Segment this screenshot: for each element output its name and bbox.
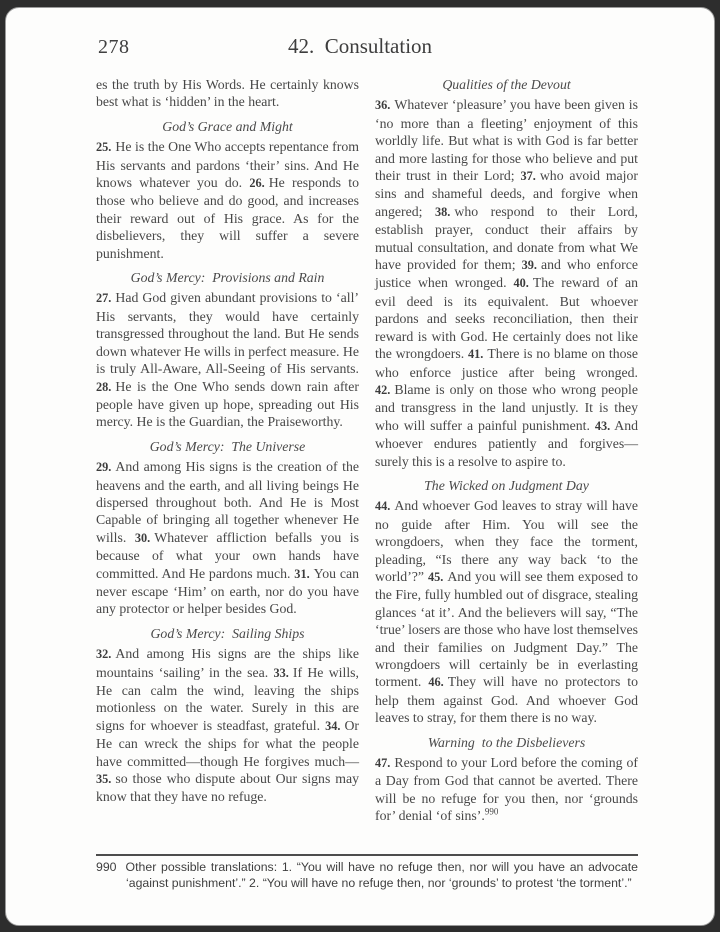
verse-paragraph [375,497,638,726]
continued-paragraph [96,76,359,111]
footnote-reference: 990 [484,806,499,817]
verse-text: The reward of an evil deed is its equivalent. But whoever pardons and seeks reconciliation, then their reward is with God. He certainly does not like the wrongdoers. [375,275,638,362]
footnote-marker: 990 [96,860,117,874]
verse-paragraph [96,645,359,806]
section-heading: God’s Grace and Might [162,118,293,134]
section-heading: Qualities of the Devout [442,77,571,92]
verse-text: And whoever God leaves to stray will have no guide after Him. You will see the wrongdoers, when they face the torment, pleading, “Is there any way back ‘to the world’?” [375,498,638,584]
verse-text: Respond to your Lord before the coming of a Day from God that cannot be averted. There will be no refuge for you then, nor ‘grounds for’ denial ‘of sins’. [375,755,638,824]
section-gods-mercy-sailing-ships [96,625,359,806]
verse-text: If He wills, He can calm the wind, leaving the ships motionless on the water. Surely in this are signs for whoever is steadfast, grateful. [96,664,359,733]
page-number: 278 [98,36,130,58]
verse-number: 27. [96,291,112,306]
verse-text: You can never escape ‘Him’ on earth, nor do you have any protector or helper besides God. [96,565,359,617]
verse-text: who avoid major sins and shameful deeds, and forgive when angered; [375,168,639,219]
verse-text: And among His signs is the creation of the heavens and the earth, and all living beings He dispersed throughout both. And He is Most Capable of bringing all together whenever He wills. [96,459,359,545]
footnote [96,859,638,891]
verse-text: And whoever endures patiently and forgives—surely this is a resolve to aspire to. [375,417,638,469]
verse-paragraph [96,458,359,618]
verse-number: 42. [375,382,391,397]
verse-number: 35. [96,772,112,787]
section-the-wicked-on-judgment-day [375,477,638,727]
verse-text: Whatever affliction befalls you is because of what your own hands have committed. And He pardons much. [96,529,359,581]
verse-text: He responds to those who believe and do good, and increases their reward out of His grace. As for the disbelievers, they will suffer a severe punishment. [96,175,359,261]
verse-number: 34. [325,718,341,733]
section-heading: God’s Mercy: Provisions and Rain [130,270,325,286]
book-page [5,7,715,926]
verse-number: 32. [96,647,112,662]
verse-paragraph [96,138,359,262]
verse-paragraph [375,754,638,825]
verse-text: who respond to their Lord, establish prayer, conduct their affairs by mutual consultation, and donate from what We have provided for them; [375,203,638,273]
verse-number: 30. [134,530,151,545]
section-gods-mercy-the-universe [96,438,359,618]
page-title: 42. Consultation [287,34,433,58]
section-qualities-of-the-devout [375,76,638,470]
verse-text: Blame is only on those who wrong people and transgress in the land unjustly. It is they who will suffer a painful punishment. [375,381,638,433]
verse-text: He is the One Who sends down rain after people have given up hope, spreading out His mercy. He is the Guardian, the Praiseworthy. [96,378,359,430]
verse-text: There is no blame on those who enforce justice after being wronged. [375,346,639,380]
section-heading: God’s Mercy: Sailing Ships [150,625,305,641]
verse-number: 47. [375,756,391,771]
section-warning-to-the-disbelievers [375,734,638,825]
verse-number: 26. [249,176,265,191]
right-column [375,76,638,825]
verse-number: 44. [375,499,391,514]
verse-number: 39. [521,258,537,273]
left-column [96,76,359,825]
verse-number: 36. [375,98,391,113]
verse-text: Whatever ‘pleasure’ you have been given is ‘no more than a fleeting’ enjoyment of this worldly life. But what is with God is far better and more lasting for those who believe and put their trust in their Lord; [375,97,638,184]
verse-text: And you will see them exposed to the Fire, fully humbled out of disgrace, stealing glances ‘at it’. And the believers will say, “The ‘true’ losers are those who have lost themselves and their families on Judgment Day.” The wrongdoers will certainly be in everlasting torment. [375,568,638,690]
verse-text: Had God given abundant provisions to ‘all’ His servants, they would have certainly transgressed throughout the land. But He sends down whatever He wills in perfect measure. He is truly All-Aware, All-Seeing of His servants. [96,290,359,377]
verse-text: And among His signs are the ships like mountains ‘sailing’ in the sea. [96,646,359,680]
page-header [96,34,638,64]
verse-paragraph [96,289,359,430]
verse-number: 45. [427,569,444,584]
verse-number: 31. [294,566,310,581]
verse-number: 41. [468,347,484,362]
verse-number: 46. [428,675,444,690]
footnote-area [96,854,638,891]
verse-number: 29. [96,460,112,475]
verse-text: es the truth by His Words. He certainly knows best what is ‘hidden’ in the heart. [96,77,359,110]
verse-number: 38. [434,204,451,219]
verse-number: 40. [513,276,529,291]
section-gods-grace-and-might [96,118,359,262]
verse-number: 37. [520,169,536,184]
verse-number: 43. [594,418,611,433]
verse-text: Or He can wreck the ships for what the people have committed—though He forgives much— [96,717,359,769]
verse-number: 25. [96,140,112,155]
verse-number: 33. [273,665,289,680]
text-columns [96,76,638,825]
verse-text: and who enforce justice when wronged. [375,257,638,291]
verse-text: so those who dispute about Our signs may know that they have no refuge. [96,771,359,805]
verse-text: They will have no protectors to help them against God. And whoever God leaves to stray, for them there is no way. [375,674,638,726]
section-heading: Warning to the Disbelievers [427,734,586,750]
section-heading: The Wicked on Judgment Day [424,477,589,493]
footnote-text: Other possible translations: 1. “You will have no refuge then, nor will you have an advocate ‘against punishment’.” 2. “You will have no refuge then, nor ‘grounds’ to protest ‘the torment’.” [125,860,638,890]
section-heading: God’s Mercy: The Universe [149,438,306,454]
verse-paragraph [375,96,638,470]
section-gods-mercy-provisions-and-rain [96,269,359,431]
verse-text: He is the One Who accepts repentance from His servants and pardons ‘their’ sins. And He knows whatever you do. [96,139,359,191]
footnote-rule [96,854,638,856]
verse-number: 28. [96,379,112,394]
